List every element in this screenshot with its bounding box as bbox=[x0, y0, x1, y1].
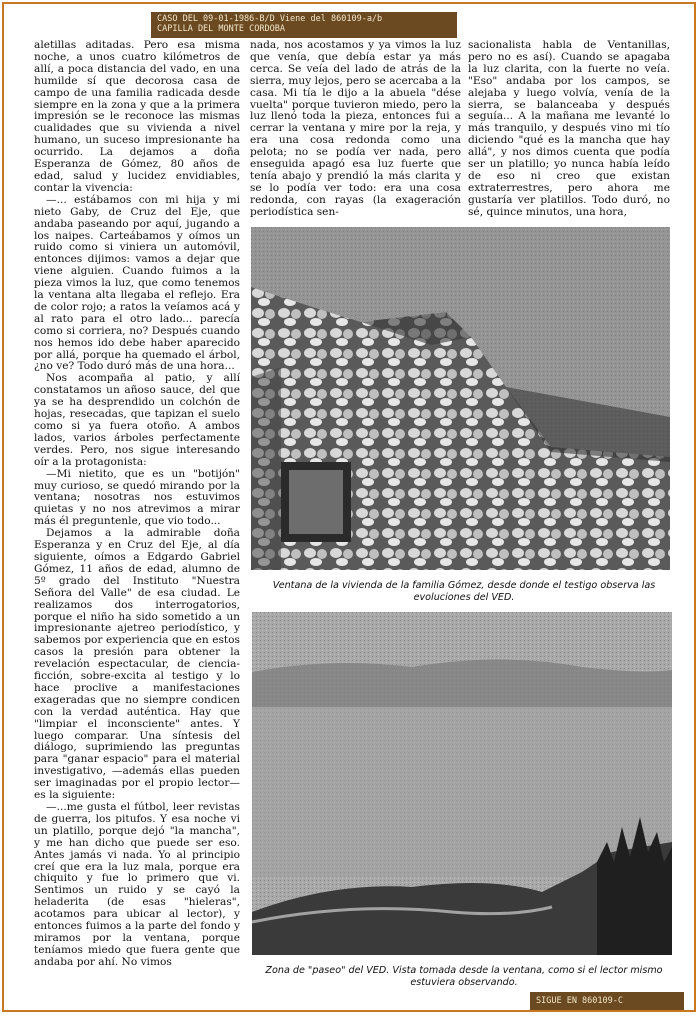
landscape-photo bbox=[252, 612, 672, 955]
archive-header-line-1: CASO DEL 09-01-1986-B/D Viene del 860109-a/b bbox=[157, 14, 383, 24]
window-photo-illustration bbox=[251, 227, 670, 570]
column-3-paragraph: sacionalista habla de Ventanillas, pero no es así). Cuando se apagaba la luz clarita, con la fuerte no veía. "Eso" andaba por los campos, se alejaba y luego volvía, venía de la sierra, se balanceaba y después seguía... A la mañana me levanté lo más tranquilo, y después vino mi tío diciendo "qué es la mancha que hay allá", y nos dimos cuenta que podía ser un platillo; yo nunca había leído de eso ni creo que existan extraterrestres, pero ahora me gustaría ver platillos. Todo duró, no sé, quince minutos, una hora, bbox=[468, 40, 670, 218]
landscape-photo-illustration bbox=[252, 612, 672, 955]
landscape-photo-caption: Zona de "paseo" del VED. Vista tomada desde la ventana, como si el lector mismo estuviera observando. bbox=[265, 965, 663, 988]
column-1-paragraph: —...me gusta el fútbol, leer revistas de guerra, los pitufos. Y esa noche vi un platillo, porque dejó "la mancha", y me han dicho que puede ser eso. Antes jamás vi nada. Yo al principio creí que era la luz mala, porque era chiquito y fue lo primero que vi. Sentimos un ruido y se cayó la heladerita (de esas "hieleras", acotamos para ubicar al lector), y entonces fuimos a la parte del fondo y miramos por la ventana, porque teníamos miedo que fuera gente que andaba por ahí. No vimos bbox=[34, 801, 240, 968]
column-1-paragraph: aletillas aditadas. Pero esa misma noche, a unos cuatro kilómetros de allí, a poca distancia del vado, en una humilde sí que decorosa casa de campo de una familia radicada desde siempre en la zona y que a la primera impresión se le reconoce las mismas cualidades que su vivienda a nivel humano, un suceso impresionante ha ocurrido. La dejamos a doña Esperanza de Gómez, 80 años de edad, salud y lucidez envidiables, contar la vivencia: bbox=[34, 40, 240, 194]
article-column-1 bbox=[34, 40, 240, 988]
continuation-tag: SIGUE EN 860109-C bbox=[530, 992, 684, 1010]
column-1-paragraph: Dejamos a la admirable doña Esperanza y en Cruz del Eje, al día siguiente, oímos a Edgardo Gabriel Gómez, 11 años de edad, alumno de 5º grado del Instituto "Nuestra Señora del Valle" de esa ciudad. Le realizamos dos interrogatorios, porque el niño ha sido sometido a un impresionante ajetreo periodístico, y sabemos por experiencia que en estos casos la presión para obtener la revelación espectacular, de ciencia-ficción, sobre-excita al testigo y lo hace proclive a manifestaciones exageradas que no siempre condicen con la verdad auténtica. Hay que "limpiar el inconsciente" antes. Y luego comparar. Una síntesis del diálogo, suprimiendo las preguntas para "ganar espacio" para el material investigativo, —además ellas pueden ser imaginadas por el propio lector— es la siguiente: bbox=[34, 527, 240, 802]
article-column-2 bbox=[250, 40, 461, 225]
article-column-3 bbox=[468, 40, 670, 225]
archive-header-line-2: CAPILLA DEL MONTE CORDOBA bbox=[157, 24, 285, 34]
window-photo-caption: Ventana de la vivienda de la familia Gómez, desde donde el testigo observa las evoluciones del VED. bbox=[272, 580, 656, 603]
column-1-paragraph: —Mi nietito, que es un "botijón" muy curioso, se quedó mirando por la ventana; nosotras nos estuvimos quietas y no nos atrevimos a mirar más él preguntenle, que vio todo... bbox=[34, 467, 240, 528]
window-photo bbox=[251, 227, 670, 570]
archive-header-tag bbox=[151, 12, 457, 38]
column-1-paragraph: —... estábamos con mi hija y mi nieto Gaby, de Cruz del Eje, que andaba paseando por aquí, jugando a los naipes. Carteábamos y oímos un ruido como si viniera un automóvil, entonces dijimos: vamos a dejar que viene alguien. Cuando fuimos a la pieza vimos la luz, que como tenemos la ventana alta llegaba el reflejo. Era de color rojo; a ratos la veíamos acá y al rato para el otro lado... parecía como si corriera, no? Después cuando nos hemos ido debe haber aparecido por allá, porque ha quemado el árbol, ¿no ve? Todo duró más de una hora... bbox=[34, 193, 240, 373]
column-2-paragraph: nada, nos acostamos y ya vimos la luz que venía, que debía estar ya más cerca. Se veía del lado de atrás de la sierra, muy lejos, pero se acercaba a la casa. Mi tía le dijo a la abuela "dése vuelta" porque tuvieron miedo, pero la luz llenó toda la pieza, entonces fui a cerrar la ventana y mire por la reja, y era una cosa redonda como una pelota; no se podía ver nada, pero enseguida apagó esa luz fuerte que tenía abajo y prendió la más clarita y se lo podía ver todo: era una cosa redonda, con rayas (la exageración periodística sen- bbox=[250, 40, 461, 218]
column-1-paragraph: Nos acompaña al patio, y allí constatamos un añoso sauce, del que ya se ha desprendido un colchón de hojas, resecadas, que tapizan el suelo como si ya fuera otoño. A ambos lados, varios árboles perfectamente verdes. Pero, nos sigue interesando oír a la protagonista: bbox=[34, 372, 240, 468]
